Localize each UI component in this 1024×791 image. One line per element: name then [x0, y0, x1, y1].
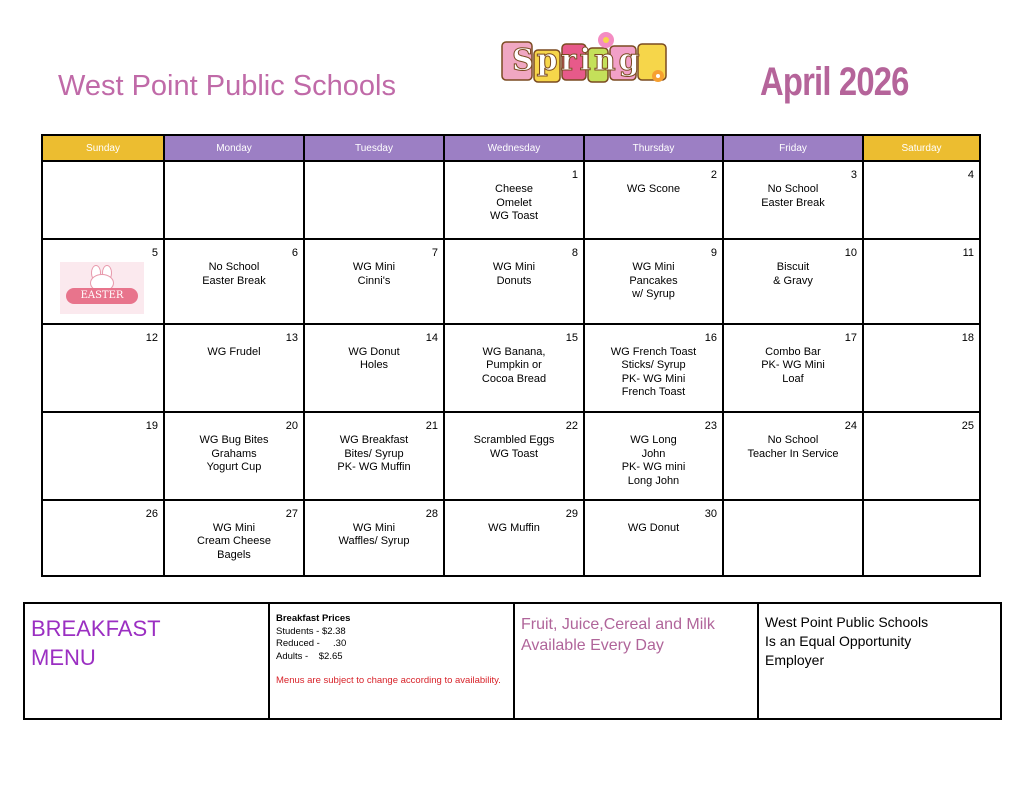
menu-item-line: Easter Break	[202, 274, 266, 287]
calendar-day-cell	[723, 239, 863, 323]
calendar-day-cell	[164, 500, 304, 576]
easter-banner-image	[60, 262, 144, 314]
menu-item-line: Cream Cheese	[197, 535, 271, 548]
menu-item-line: No School	[767, 183, 819, 195]
day-menu	[165, 346, 303, 360]
calendar-day-cell	[584, 500, 723, 576]
day-number: 23	[704, 420, 717, 433]
day-number: 12	[145, 331, 158, 344]
day-number: 11	[962, 247, 974, 260]
day-menu	[165, 261, 303, 288]
calendar-grid	[41, 134, 981, 577]
menu-item-line: w/ Syrup	[632, 288, 675, 301]
menu-item-line: Biscuit	[776, 261, 810, 274]
menu-item-line: John	[641, 447, 666, 460]
eeo-line2: Is an Equal Opportunity	[765, 633, 912, 649]
day-number: 24	[844, 420, 857, 433]
day-menu	[305, 346, 443, 373]
menu-item-line: WG Toast	[489, 447, 539, 460]
menu-item-line: Easter Break	[761, 196, 825, 209]
menu-item-line: WG Frudel	[207, 345, 261, 358]
calendar-week-row	[42, 412, 980, 499]
day-number: 17	[844, 331, 857, 344]
header-tuesday: Tuesday	[304, 135, 444, 161]
menu-item-line: Loaf	[782, 372, 804, 385]
calendar-day-cell	[42, 500, 164, 576]
day-menu	[445, 183, 583, 224]
header-saturday: Saturday	[863, 135, 980, 161]
school-name-title: West Point Public Schools	[58, 70, 396, 102]
weekday-header-row	[42, 135, 980, 161]
calendar-week-row	[42, 239, 980, 323]
day-number: 20	[285, 420, 298, 433]
calendar-day-cell	[42, 412, 164, 499]
calendar-day-cell	[723, 324, 863, 412]
calendar-day-cell	[584, 324, 723, 412]
calendar-day-cell	[863, 500, 980, 576]
day-menu	[445, 346, 583, 387]
menu-item-line: WG Long	[630, 434, 677, 447]
menu-item-line: No School	[767, 434, 819, 447]
menu-item-line: Donuts	[496, 274, 532, 287]
day-number: 9	[710, 247, 717, 260]
day-menu	[165, 434, 303, 475]
menu-item-line: Scrambled Eggs	[473, 434, 555, 447]
calendar-day-cell	[304, 412, 444, 499]
menu-item-line: PK- WG Mini	[621, 372, 686, 385]
calendar-day-cell	[444, 500, 584, 576]
day-number: 4	[967, 169, 974, 181]
day-number: 19	[145, 420, 158, 433]
calendar-day-cell	[723, 161, 863, 239]
day-menu	[585, 522, 722, 536]
eeo-cell	[759, 604, 1000, 718]
day-menu	[724, 183, 862, 210]
menu-item-line: WG Muffin	[488, 521, 540, 534]
menu-item-line: PK- WG Mini	[761, 359, 825, 372]
day-menu	[445, 522, 583, 536]
menu-item-line: WG Banana,	[482, 345, 546, 358]
availability-note: Fruit, Juice,Cereal and Milk Available Every Day	[521, 616, 715, 654]
calendar-day-cell	[304, 239, 444, 323]
menu-item-line: WG Bug Bites	[199, 434, 269, 447]
calendar-day-cell	[584, 239, 723, 323]
calendar-day-cell	[863, 161, 980, 239]
calendar-day-cell	[164, 324, 304, 412]
menu-item-line: WG Breakfast	[339, 434, 409, 447]
menu-item-line: WG Mini	[352, 261, 396, 274]
day-menu	[165, 522, 303, 563]
spring-logo-text: Spring	[512, 43, 643, 78]
calendar-day-cell	[863, 412, 980, 499]
header-monday: Monday	[164, 135, 304, 161]
day-number: 1	[571, 169, 578, 181]
day-menu	[445, 261, 583, 288]
day-number: 13	[285, 331, 298, 344]
menu-item-line: Teacher In Service	[747, 447, 839, 460]
menu-item-line: PK- WG mini	[621, 461, 686, 474]
day-number: 27	[285, 507, 298, 520]
day-number: 16	[704, 331, 717, 344]
calendar-body	[42, 161, 980, 576]
menu-item-line: WG Scone	[626, 183, 681, 195]
info-footer	[23, 602, 1002, 720]
day-number: 5	[151, 247, 158, 260]
prices-heading: Breakfast Prices	[276, 613, 351, 624]
calendar-week-row	[42, 324, 980, 412]
day-number: 25	[961, 420, 974, 433]
calendar-day-cell	[723, 412, 863, 499]
price-reduced: Reduced - .30	[276, 638, 347, 649]
day-menu	[305, 261, 443, 288]
day-menu	[585, 434, 722, 488]
breakfast-menu-cell	[25, 604, 270, 718]
calendar-day-cell	[304, 161, 444, 239]
day-menu	[445, 434, 583, 461]
menu-item-line: & Gravy	[773, 274, 813, 287]
calendar-day-cell	[723, 500, 863, 576]
month-year-title: April 2026	[760, 60, 909, 104]
day-menu	[724, 346, 862, 387]
calendar-day-cell	[444, 239, 584, 323]
day-number: 7	[431, 247, 438, 260]
menu-item-line: No School	[208, 261, 260, 274]
day-menu	[585, 261, 722, 302]
eeo-line3: Employer	[765, 652, 825, 668]
calendar-day-cell	[444, 324, 584, 412]
breakfast-menu-title	[31, 614, 161, 672]
menu-item-line: WG French Toast	[610, 345, 697, 358]
menu-item-line: Cinni's	[357, 274, 391, 287]
eeo-line1: West Point Public Schools	[765, 614, 929, 630]
calendar-week-row	[42, 500, 980, 576]
day-menu	[305, 434, 443, 475]
day-number: 2	[710, 169, 717, 181]
calendar-day-cell	[164, 412, 304, 499]
calendar-day-cell	[584, 412, 723, 499]
spring-logo	[498, 30, 673, 90]
calendar-day-cell	[584, 161, 723, 239]
menu-item-line: Grahams	[211, 447, 257, 460]
calendar-day-cell	[304, 324, 444, 412]
calendar-week-row	[42, 161, 980, 239]
menu-disclaimer: Menus are subject to change according to availability.	[276, 675, 501, 686]
menu-item-line: WG Mini	[492, 261, 536, 274]
calendar-day-cell	[863, 324, 980, 412]
calendar-day-cell	[444, 412, 584, 499]
availability-cell	[515, 604, 759, 718]
breakfast-prices	[276, 613, 506, 688]
menu-item-line: Bites/ Syrup	[344, 447, 404, 460]
header-sunday: Sunday	[42, 135, 164, 161]
eeo-statement	[765, 613, 995, 670]
calendar-day-cell	[164, 161, 304, 239]
menu-item-line: Cheese	[495, 183, 533, 195]
calendar-day-cell	[42, 161, 164, 239]
menu-item-line: Long John	[627, 474, 680, 487]
menu-item-line: Holes	[359, 359, 389, 372]
menu-item-line: WG Donut	[627, 521, 680, 534]
day-number: 28	[425, 507, 438, 520]
day-menu	[724, 261, 862, 288]
menu-item-line: WG Mini	[632, 261, 675, 274]
calendar-day-cell	[164, 239, 304, 323]
menu-item-line: Pumpkin or	[486, 359, 542, 372]
day-menu	[585, 183, 722, 197]
calendar-day-cell	[42, 239, 164, 323]
day-number: 8	[571, 247, 578, 260]
easter-banner-text: EASTER	[66, 288, 138, 304]
menu-item-line: Cocoa Bread	[481, 372, 547, 385]
day-number: 21	[425, 420, 438, 433]
header-wednesday: Wednesday	[444, 135, 584, 161]
day-number: 29	[565, 507, 578, 520]
menu-item-line: WG Toast	[489, 210, 539, 222]
menu-item-line: Bagels	[217, 548, 251, 561]
day-number: 15	[565, 331, 578, 344]
menu-item-line: Pancakes	[629, 274, 678, 287]
menu-item-line: Yogurt Cup	[206, 461, 262, 474]
menu-item-line: PK- WG Muffin	[337, 461, 411, 474]
prices-cell	[270, 604, 515, 718]
price-students: Students - $2.38	[276, 625, 346, 637]
menu-item-line: French Toast	[621, 386, 686, 399]
menu-item-line: Combo Bar	[765, 345, 821, 358]
calendar-day-cell	[863, 239, 980, 323]
menu-item-line: WG Donut	[348, 345, 400, 358]
header-friday: Friday	[723, 135, 863, 161]
day-number: 14	[425, 331, 438, 344]
price-adults: Adults - $2.65	[276, 650, 343, 662]
menu-item-line: Sticks/ Syrup	[621, 359, 686, 372]
calendar-day-cell	[304, 500, 444, 576]
menu-item-line: WG Mini	[212, 521, 256, 534]
menu-item-line: WG Mini	[352, 521, 396, 534]
day-number: 18	[961, 331, 974, 344]
day-number: 3	[850, 169, 857, 181]
day-menu	[585, 346, 722, 400]
header-thursday: Thursday	[584, 135, 723, 161]
breakfast-menu-title-line1: BREAKFAST	[31, 616, 161, 641]
day-number: 30	[704, 507, 717, 520]
day-menu	[305, 522, 443, 549]
breakfast-menu-title-line2: MENU	[31, 645, 96, 670]
calendar-day-cell	[444, 161, 584, 239]
day-number: 6	[291, 247, 298, 260]
day-menu	[724, 434, 862, 461]
menu-item-line: Waffles/ Syrup	[338, 535, 410, 548]
calendar-day-cell	[42, 324, 164, 412]
menu-item-line: Omelet	[496, 196, 532, 209]
day-number: 22	[565, 420, 578, 433]
day-number: 26	[145, 507, 158, 520]
day-number: 10	[844, 247, 857, 260]
